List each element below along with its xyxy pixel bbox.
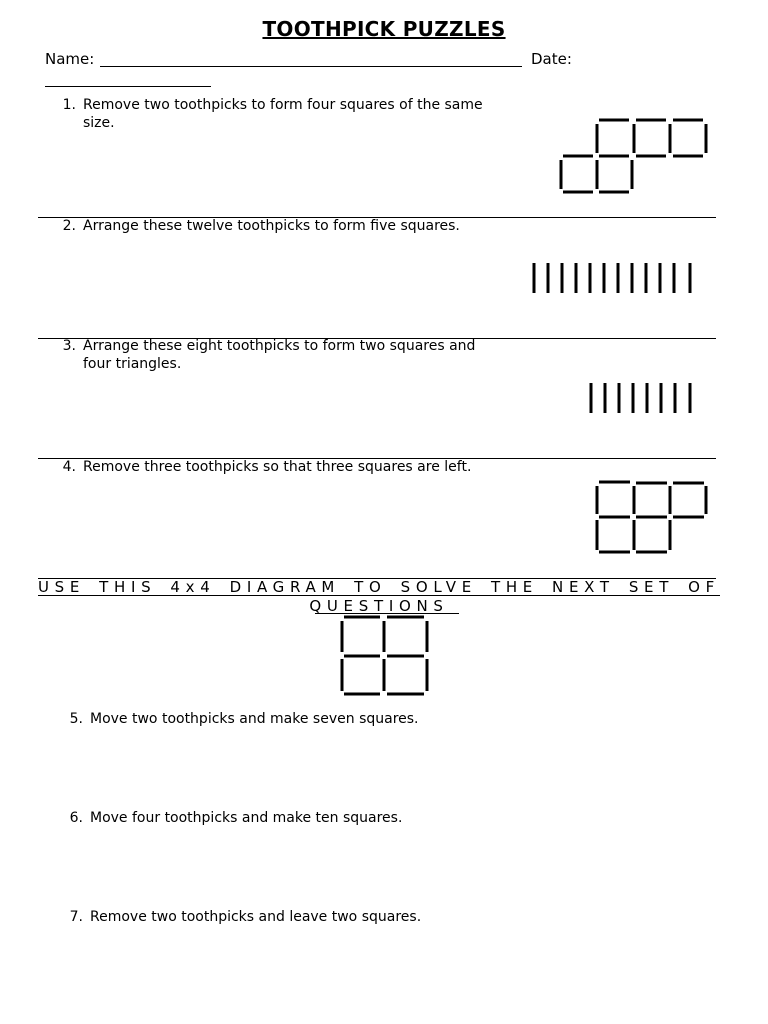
question-number: 2. <box>62 218 76 234</box>
question-text: Remove two toothpicks to form four squares of the same size. <box>83 97 483 131</box>
question-number: 6. <box>69 810 83 826</box>
question-text: Remove three toothpicks so that three squares are left. <box>83 459 472 475</box>
question-number: 3. <box>62 338 76 354</box>
instruction-banner: USE THIS 4x4 DIAGRAM TO SOLVE THE NEXT SET OF QUESTIONS <box>38 578 720 615</box>
question-number: 5. <box>69 711 83 727</box>
question-number: 4. <box>62 459 76 475</box>
question-text: Arrange these eight toothpicks to form two squares and four triangles. <box>83 338 476 372</box>
page-title: TOOTHPICK PUZZLES <box>262 17 506 41</box>
question-text: Move four toothpicks and make ten squares. <box>90 810 403 826</box>
name-label: Name: <box>45 50 95 68</box>
question-number: 1. <box>62 97 76 113</box>
question-text: Remove two toothpicks and leave two squares. <box>90 909 422 925</box>
question-text: Move two toothpicks and make seven squares. <box>90 711 419 727</box>
question-number: 7. <box>69 909 83 925</box>
question-text: Arrange these twelve toothpicks to form five squares. <box>83 218 460 234</box>
date-label: Date: <box>531 50 572 68</box>
